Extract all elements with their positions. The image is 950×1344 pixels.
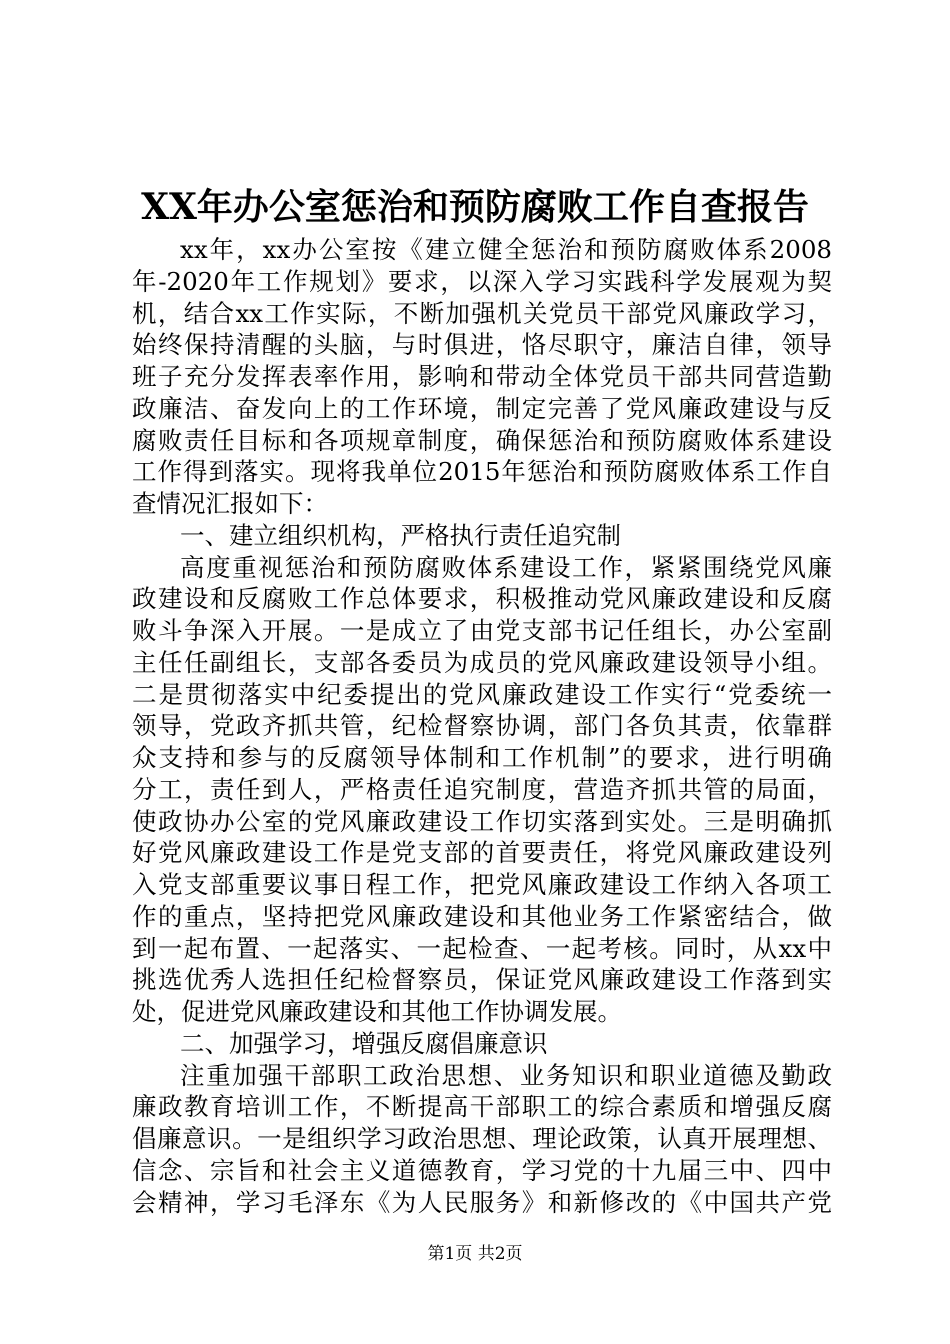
text-line: 败斗争深入开展。一是成立了由党支部书记任组长，办公室副 [132,616,832,645]
text-line: 处，促进党风廉政建设和其他工作协调发展。 [132,997,622,1026]
text-line: 挑选优秀人选担任纪检督察员，保证党风廉政建设工作落到实 [132,965,832,995]
text-line: 使政协办公室的党风廉政建设工作切实落到实处。三是明确抓 [132,806,832,836]
document-body [132,234,832,1218]
text-line: 年-2020年工作规划》要求，以深入学习实践科学发展观为契 [132,266,832,296]
text-line: 到一起布置、一起落实、一起检查、一起考核。同时，从xx中 [132,933,832,963]
text-line: 廉政教育培训工作，不断提高干部职工的综合素质和增强反腐 [132,1092,832,1122]
text-line: 注重加强干部职工政治思想、业务知识和职业道德及勤政 [180,1060,832,1090]
text-line: 工作得到落实。现将我单位2015年惩治和预防腐败体系工作自 [132,457,832,487]
text-line: 二是贯彻落实中纪委提出的党风廉政建设工作实行“党委统一 [132,679,832,709]
text-line: 高度重视惩治和预防腐败体系建设工作，紧紧围绕党风廉 [180,552,832,582]
text-line: 班子充分发挥表率作用，影响和带动全体党员干部共同营造勤 [132,362,832,391]
text-line: 入党支部重要议事日程工作，把党风廉政建设工作纳入各项工 [132,870,832,899]
text-line: 主任任副组长，支部各委员为成员的党风廉政建设领导小组。 [132,647,832,677]
text-line: 始终保持清醒的头脑，与时俱进，恪尽职守，廉洁自律，领导 [132,330,832,360]
text-line: 腐败责任目标和各项规章制度，确保惩治和预防腐败体系建设 [132,425,832,455]
text-line: 分工，责任到人，严格责任追究制度，营造齐抓共管的局面， [132,774,832,804]
page-footer: 第1页 共2页 [427,1244,523,1264]
text-line: 机，结合xx工作实际，不断加强机关党员干部党风廉政学习， [132,298,832,328]
text-line: 领导，党政齐抓共管，纪检督察协调，部门各负其责，依靠群 [132,711,832,741]
text-line: 政廉洁、奋发向上的工作环境，制定完善了党风廉政建设与反 [132,393,832,423]
text-line: 会精神，学习毛泽东《为人民服务》和新修改的《中国共产党 [132,1187,832,1217]
section-heading-1: 一、建立组织机构，严格执行责任追究制 [180,520,621,550]
text-line: 政建设和反腐败工作总体要求，积极推动党风廉政建设和反腐 [132,584,832,614]
text-line: 倡廉意识。一是组织学习政治思想、理论政策，认真开展理想、 [132,1124,832,1153]
text-line: 众支持和参与的反腐领导体制和工作机制”的要求，进行明确 [132,743,832,772]
text-line: 信念、宗旨和社会主义道德教育，学习党的十九届三中、四中 [132,1155,832,1185]
text-line: 好党风廉政建设工作是党支部的首要责任，将党风廉政建设列 [132,838,832,868]
text-line: 查情况汇报如下： [132,489,328,518]
text-line: 作的重点，坚持把党风廉政建设和其他业务工作紧密结合，做 [132,901,832,931]
text-line: xx年，xx办公室按《建立健全惩治和预防腐败体系2008 [180,235,832,264]
document-title: XX年办公室惩治和预防腐败工作自查报告 [141,186,809,228]
section-heading-2: 二、加强学习，增强反腐倡廉意识 [180,1028,548,1058]
